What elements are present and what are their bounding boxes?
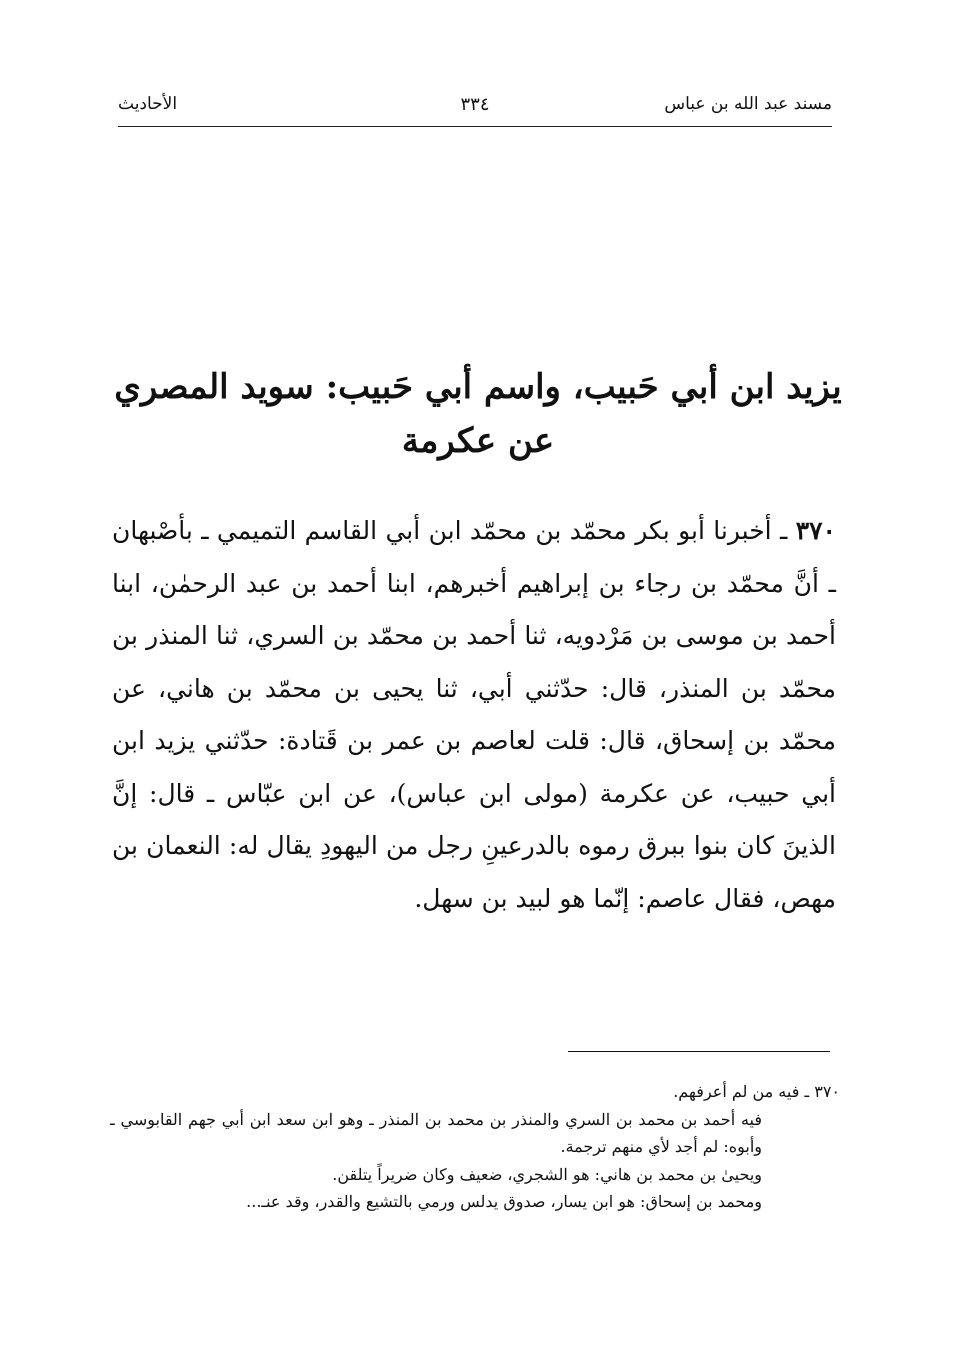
footnotes	[110, 1078, 840, 1216]
footnote-line: ٣٧٠ ـ فيه من لم أعرفهم.	[673, 1082, 840, 1101]
footnote-line: فيه أحمد بن محمد بن السري والمنذر بن محمد بن المنذر ـ وهو ابن سعد ابن أبي جهم القابوسي ـ وأبوه: لم أجد لأي منهم ترجمة.	[110, 1109, 762, 1156]
header-rule	[118, 126, 832, 127]
hadith-number: ٣٧٠	[795, 516, 836, 545]
hadith-text	[112, 505, 836, 925]
chapter-title: يزيد ابن أبي حَبيب، واسم أبي حَبيب: سويد المصري عن عكرمة	[114, 367, 842, 461]
footnote-line: ومحمد بن إسحاق: هو ابن يسار، صدوق يدلس ورمي بالتشيع والقدر، وقد عنـ...	[246, 1192, 762, 1211]
running-header	[118, 94, 832, 124]
page-number: ٣٣٤	[460, 94, 490, 115]
hadith-body: ـ أخبرنا أبو بكر محمّد بن محمّد ابن أبي القاسم التميمي ـ بأصْبهان ـ أنَّ محمّد بن رجاء بن إبراهيم أخبرهم، ابنا أحمد بن عبد الرحمٰن، ابنا أحمد بن موسى بن مَرْدويه، ثنا أحمد بن محمّد بن السري، ثنا المنذر بن محمّد بن المنذر، قال: حدّثني أبي، ثنا يحيى بن محمّد بن هاني، عن محمّد بن إسحاق، قال: قلت لعاصم بن عمر بن قَتادة: حدّثني يزيد ابن أبي حبيب، عن عكرمة (مولى ابن عباس)، عن ابن عبّاس ـ قال: إنَّ الذينَ كان بنوا ببرق رموه بالدرعينِ رجل من اليهودِ يقال له: النعمان بن مهص، فقال عاصم: إنّما هو لبيد بن سهل.	[112, 516, 836, 913]
header-book-title: مسند عبد الله بن عباس	[664, 94, 832, 114]
footnote-line: ويحيىٰ بن محمد بن هاني: هو الشجري، ضعيف وكان ضريراً يتلقن.	[332, 1164, 762, 1184]
footnote-rule	[568, 1051, 830, 1052]
header-section-title: الأحاديث	[118, 94, 178, 114]
